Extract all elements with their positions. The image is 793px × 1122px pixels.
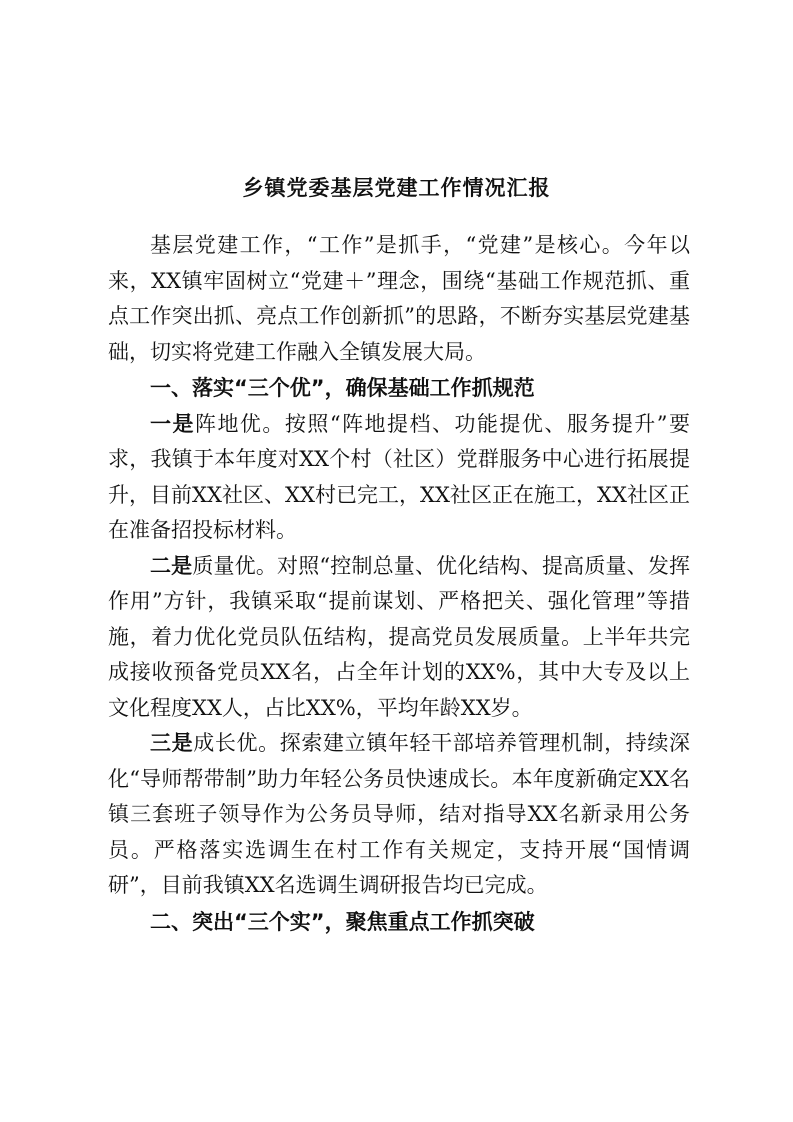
document-body <box>108 228 690 940</box>
paragraph-item-1 <box>108 407 690 549</box>
paragraph-item-2 <box>108 549 690 727</box>
section-heading-1: 一、落实“三个优”，确保基础工作抓规范 <box>150 376 535 400</box>
item-lead: 三是 <box>150 731 194 755</box>
item-lead: 二是 <box>150 553 193 578</box>
paragraph-item-3 <box>108 726 690 904</box>
item-text: 质量优。对照“控制总量、优化结构、提高质量、发挥作用”方针，我镇采取“提前谋划、严格把关、强化管理”等措施，着力优化党员队伍结构，提高党员发展质量。上半年共完成接收预备党员XX名，占全年计划的XX%，其中大专及以上文化程度XX人，占比XX%，平均年龄XX岁。 <box>108 553 691 720</box>
item-text: 成长优。探索建立镇年轻干部培养管理机制，持续深化“导师帮带制”助力年轻公务员快速成长。本年度新确定XX名镇三套班子领导作为公务员导师，结对指导XX名新录用公务员。严格落实选调生在村工作有关规定，支持开展“国情调研”，目前我镇XX名选调生调研报告均已完成。 <box>108 731 690 897</box>
intro-paragraph: 基层党建工作，“工作”是抓手，“党建”是核心。今年以来，XX镇牢固树立“党建＋”理念，围绕“基础工作规范抓、重点工作突出抓、亮点工作创新抓”的思路，不断夯实基层党建基础，切实将党建工作融入全镇发展大局。 <box>108 233 690 364</box>
item-lead: 一是 <box>150 411 195 436</box>
document-title: 乡镇党委基层党建工作情况汇报 <box>242 176 551 200</box>
section-heading-2: 二、突出“三个实”，聚焦重点工作抓突破 <box>150 909 535 934</box>
item-text: 阵地优。按照“阵地提档、功能提优、服务提升”要求，我镇于本年度对XX个村（社区）党群服务中心进行拓展提升，目前XX社区、XX村已完工，XX社区正在施工，XX社区正在准备招投标材料。 <box>108 411 690 542</box>
